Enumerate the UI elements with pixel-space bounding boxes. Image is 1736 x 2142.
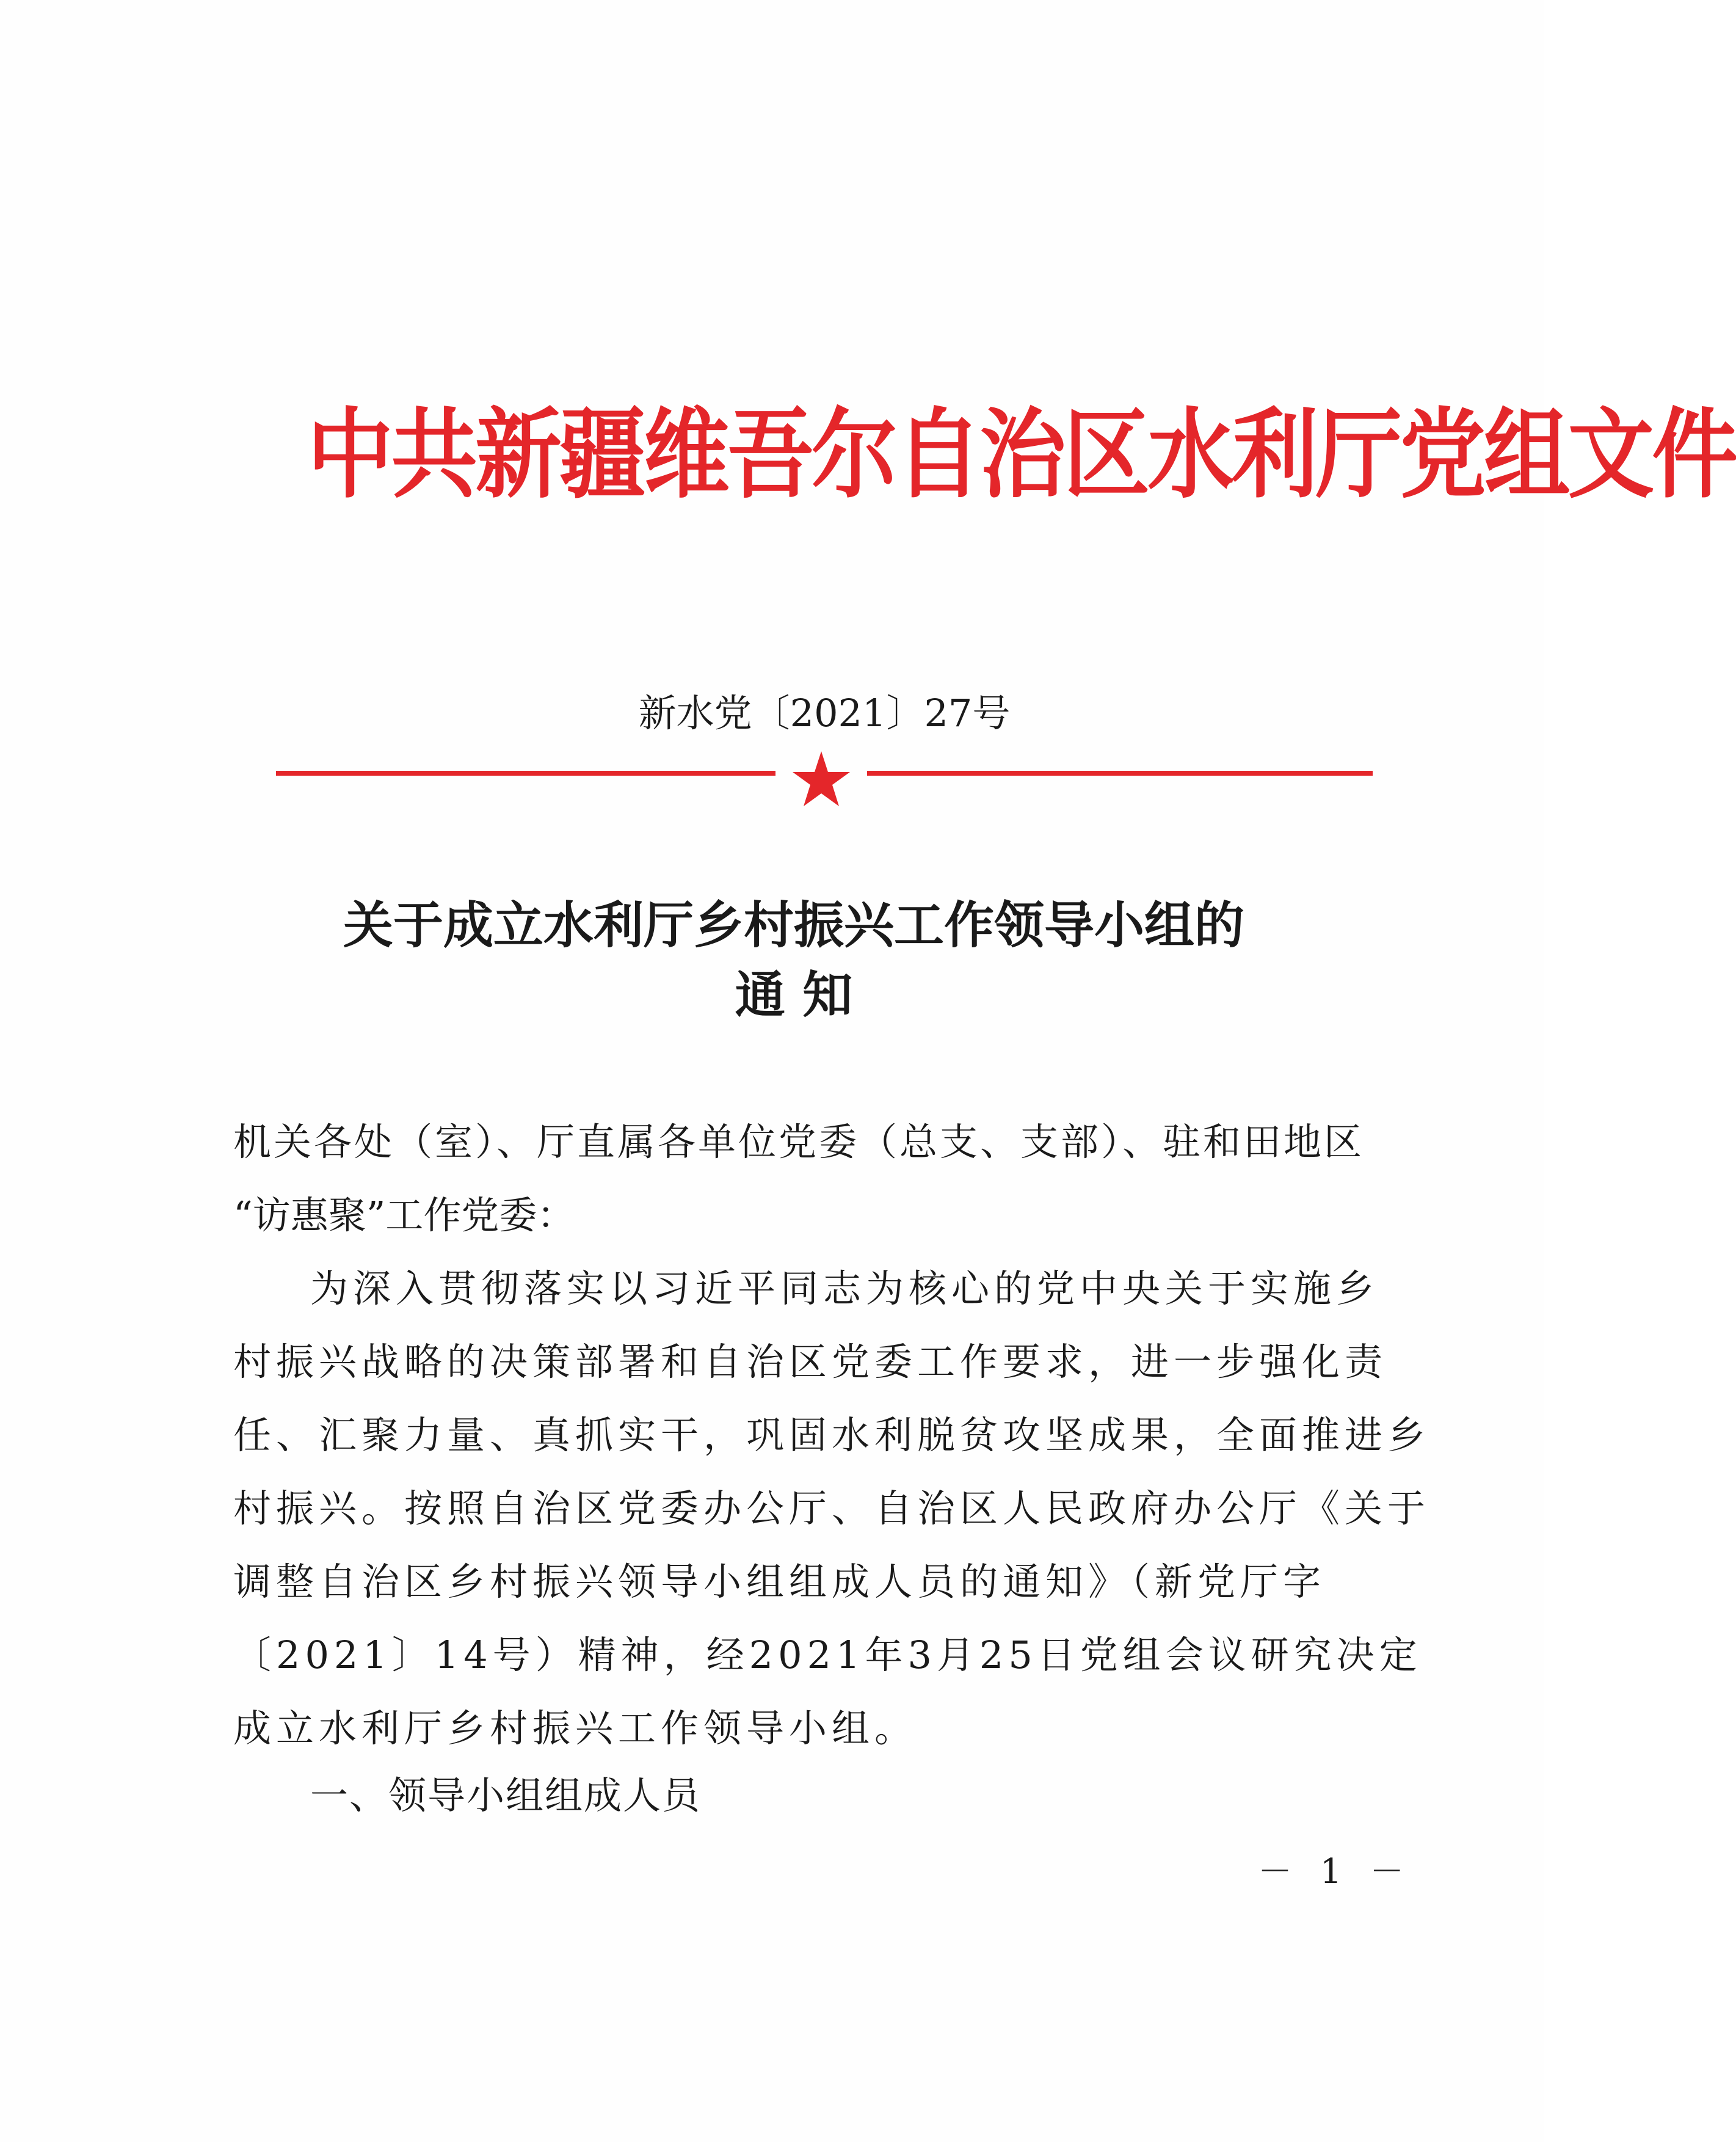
body-line: 为深入贯彻落实以习近平同志为核心的党中央关于实施乡 [310,1266,1379,1311]
body-line: 成立水利厅乡村振兴工作领导小组。 [233,1706,918,1750]
body-paragraph [233,1252,1431,1765]
separator-rule-left [276,771,775,776]
star-icon [791,750,852,809]
recipients-line1: 机关各处（室）、厅直属各单位党委（总支、支部）、驻和田地区 [233,1120,1365,1164]
body-line: 村振兴战略的决策部署和自治区党委工作要求，进一步强化责 [233,1339,1388,1384]
document-header-title: 中共新疆维吾尔自治区水利厅党组文件 [307,398,1736,512]
recipients-line2: “访惠聚”工作党委： [233,1193,575,1237]
document-number: 新水党〔2021〕27号 [638,691,1011,735]
body-line: 村振兴。按照自治区党委办公厅、自治区人民政府办公厅《关于 [233,1486,1431,1531]
star-shape [793,751,850,806]
body-line: 任、汇聚力量、真抓实干，巩固水利脱贫攻坚成果，全面推进乡 [233,1413,1431,1457]
section-heading: 一、领导小组组成人员 [310,1773,702,1818]
notice-title-line1: 关于成立水利厅乡村振兴工作领导小组的 [343,896,1244,955]
notice-title-line2: 通 知 [735,966,853,1024]
separator-rule-right [867,771,1373,776]
recipients [233,1106,1369,1252]
body-line: 调整自治区乡村振兴领导小组组成人员的通知》（新党厅字 [233,1559,1326,1604]
page-number: － 1 － [1258,1852,1413,1892]
body-line: 〔2021〕14号）精神，经2021年3月25日党组会议研究决定 [233,1633,1422,1677]
